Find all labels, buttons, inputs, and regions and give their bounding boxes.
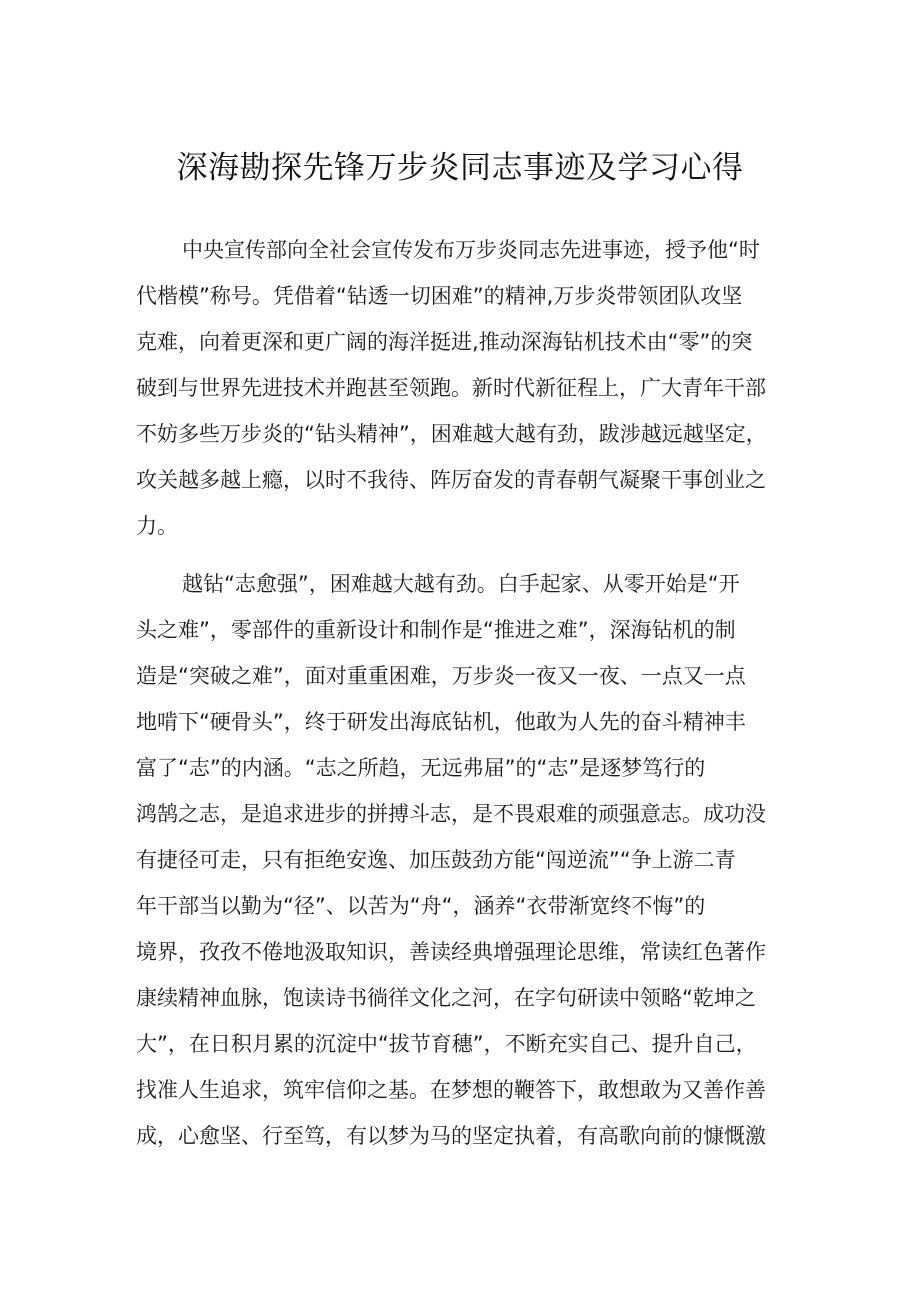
text-line: 中央宣传部向全社会宣传发布万步炎同志先进事迹，授予他“时 (182, 238, 760, 262)
text-line: 成，心愈坚、行至笃，有以梦为马的坚定执着，有高歌向前的慷慨激 (136, 1124, 766, 1148)
text-line: 越钻“志愈强”，困难越大越有劲。白手起家、从零开始是“开 (182, 572, 740, 596)
text-line: 破到与世界先进技术并跑甚至领跑。新时代新征程上，广大青年干部 (136, 376, 766, 400)
document-body (136, 227, 798, 1159)
text-line: 克难，向着更深和更广阔的海洋挺进,推动深海钻机技术由“零”的突 (136, 330, 753, 354)
page-title: 深海勘探先锋万步炎同志事迹及学习心得 (176, 150, 744, 186)
paragraph-1 (136, 227, 798, 549)
text-line: 造是“突破之难”，面对重重困难，万步炎一夜又一夜、一点又一点 (136, 664, 746, 688)
text-line: 代楷模”称号。凭借着“钻透一切困难”的精神,万步炎带领团队攻坚 (136, 284, 743, 308)
text-line: 富了“志”的内涵。“志之所趋，无远弗届”的“志”是逐梦笃行的 (136, 756, 706, 780)
text-line: 大”，在日积月累的沉淀中“拔节育穗”，不断充实自己、提升自己， (136, 1032, 757, 1056)
text-line: 不妨多些万步炎的“钻头精神”，困难越大越有劲，跋涉越远越坚定， (136, 422, 767, 446)
text-line: 年干部当以勤为“径”、以苦为“舟“，涵养“衣带渐宽终不悔”的 (136, 894, 706, 918)
text-line: 地啃下“硬骨头”，终于研发出海底钻机，他敢为人先的奋斗精神丰 (136, 710, 746, 734)
text-line: 有捷径可走，只有拒绝安逸、加压鼓劲方能“闯逆流”“争上游二青 (136, 848, 736, 872)
text-line: 鸿鹄之志，是追求进步的拼搏斗志，是不畏艰难的顽强意志。成功没 (136, 802, 766, 826)
text-line: 头之难”，零部件的重新设计和制作是“推进之难”，深海钻机的制 (136, 618, 736, 642)
text-line: 找准人生追求，筑牢信仰之基。在梦想的鞭答下，敢想敢为又善作善 (136, 1078, 766, 1102)
text-line: 康续精神血脉，饱读诗书徜徉文化之河，在字句研读中领略“乾坤之 (136, 986, 756, 1010)
paragraph-2 (136, 561, 798, 1159)
text-line: 攻关越多越上瘾，以时不我待、阵厉奋发的青春朝气凝聚干事创业之 (136, 468, 766, 492)
text-line: 力。 (136, 514, 178, 538)
text-line: 境界，孜孜不倦地汲取知识，善读经典增强理论思维，常读红色著作 (136, 940, 766, 964)
